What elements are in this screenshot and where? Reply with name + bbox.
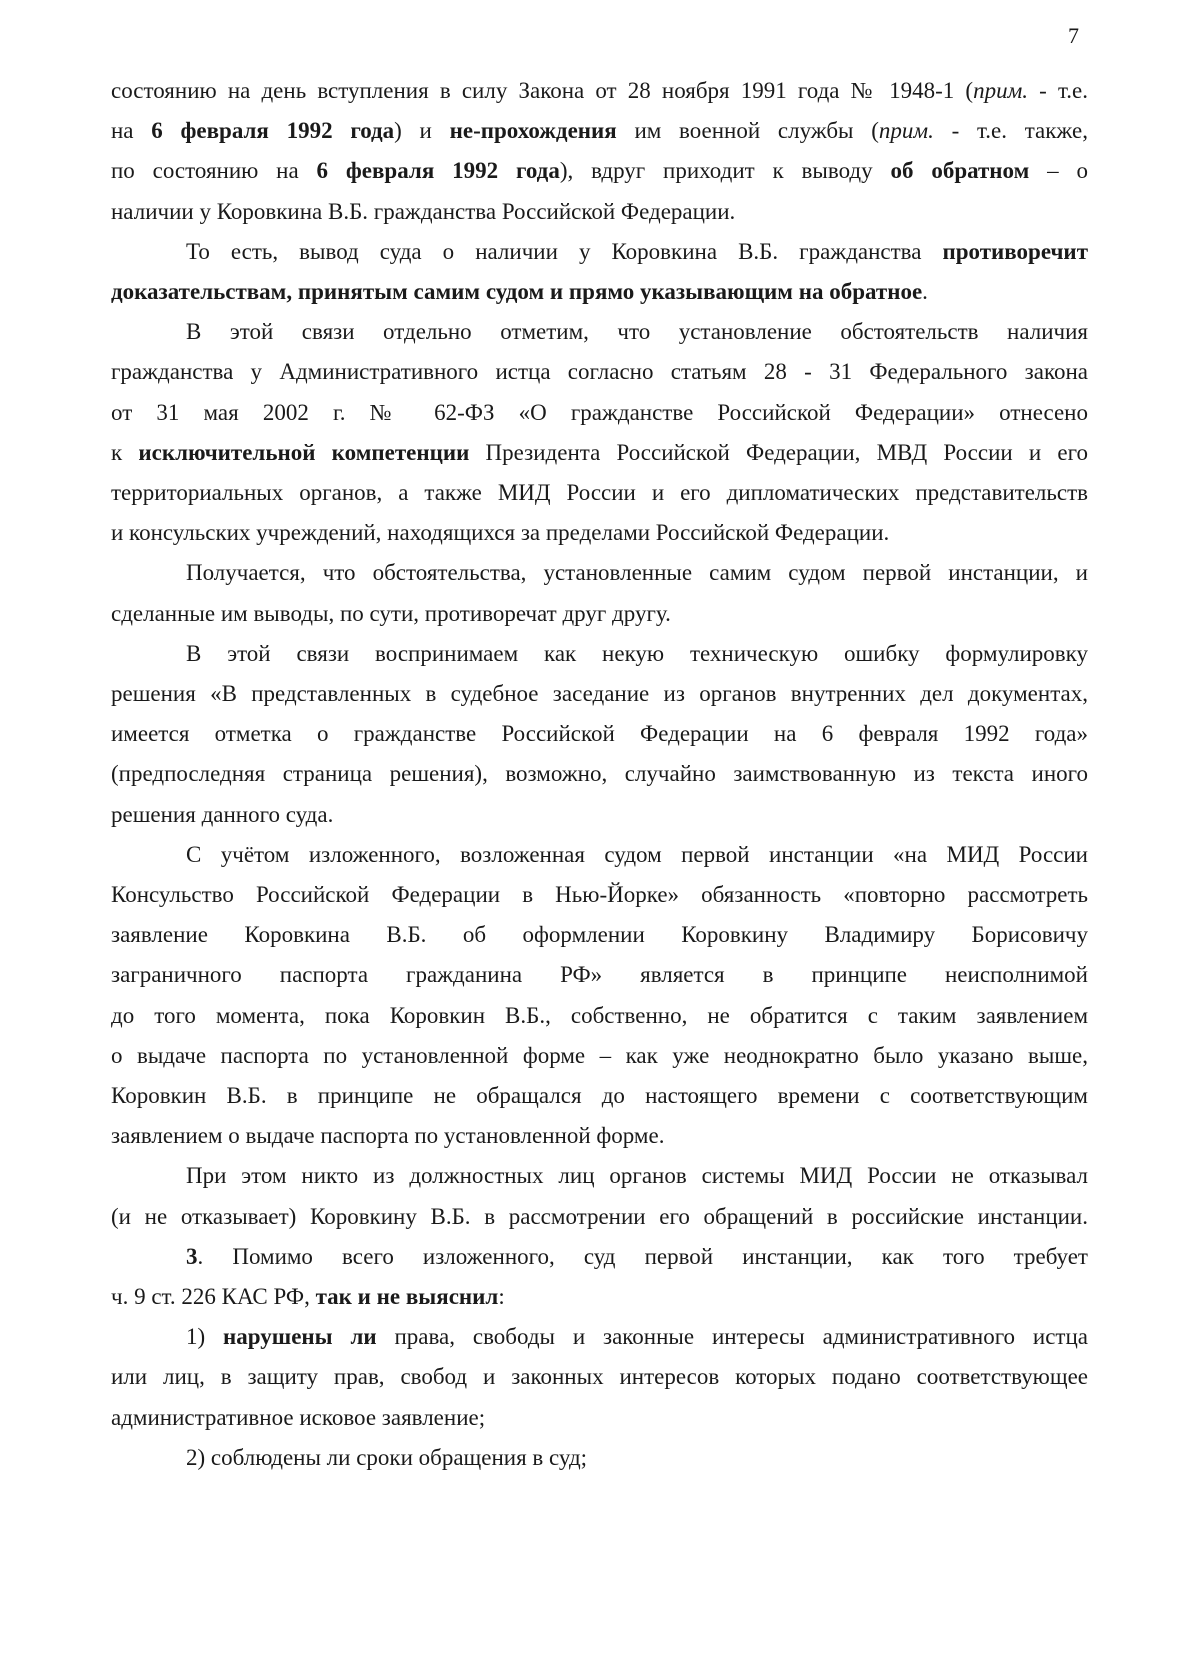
text-line — [111, 918, 1088, 952]
text-segment: наличии у Коровкина В.Б. гражданства Российской Федерации. — [111, 199, 736, 224]
text-segment: - т.е. — [1028, 78, 1088, 103]
text-segment: административное исковое заявление; — [111, 1405, 486, 1430]
bold-text: не-прохождения — [449, 118, 617, 143]
text-segment: 1) — [186, 1324, 224, 1349]
text-line — [111, 275, 928, 309]
text-line — [111, 74, 1088, 108]
text-line — [111, 396, 1088, 430]
text-segment: или лиц, в защиту прав, свобод и законных интересов которых подано соответствующее — [111, 1364, 1088, 1389]
text-line — [186, 838, 1088, 872]
text-segment: Коровкин В.Б. в принципе не обращался до настоящего времени с соответствующим — [111, 1083, 1088, 1108]
text-line — [186, 556, 1088, 590]
text-segment: В этой связи воспринимаем как некую техническую ошибку формулировку — [186, 641, 1088, 666]
text-line — [111, 798, 333, 832]
italic-text: прим. — [973, 78, 1029, 103]
bold-text: так и не выяснил — [315, 1284, 499, 1309]
text-segment: ч. 9 ст. 226 КАС РФ, — [111, 1284, 316, 1309]
text-segment: на — [111, 118, 152, 143]
text-segment: гражданства у Административного истца согласно статьям 28 - 31 Федерального закона — [111, 359, 1088, 384]
text-line — [111, 757, 1088, 791]
bold-text: 3 — [186, 1244, 198, 1269]
text-line — [111, 597, 671, 631]
bold-text: 6 февраля 1992 года — [316, 158, 560, 183]
text-line — [186, 1159, 1088, 1193]
text-line — [111, 999, 1088, 1033]
text-segment: То есть, вывод суда о наличии у Коровкина В.Б. гражданства — [186, 239, 943, 264]
text-line — [111, 436, 1088, 470]
text-segment: Консульство Российской Федерации в Нью-Йорке» обязанность «повторно рассмотреть — [111, 882, 1088, 907]
text-line — [111, 717, 1088, 751]
italic-text: прим. — [878, 118, 934, 143]
text-segment: 2) соблюдены ли сроки обращения в суд; — [186, 1445, 588, 1470]
text-segment: права, свободы и законные интересы административного истца — [376, 1324, 1088, 1349]
text-line — [186, 1320, 1088, 1354]
text-segment: . — [922, 279, 928, 304]
text-line — [111, 1119, 664, 1153]
text-line — [111, 1200, 1088, 1234]
text-segment: – о — [1029, 158, 1088, 183]
text-segment: им военной службы ( — [616, 118, 879, 143]
text-segment: Получается, что обстоятельства, установленные самим судом первой инстанции, и — [186, 560, 1088, 585]
text-segment: заграничного паспорта гражданина РФ» является в принципе неисполнимой — [111, 962, 1088, 987]
text-segment: состоянию на день вступления в силу Закона от 28 ноября 1991 года № 1948-1 ( — [111, 78, 974, 103]
text-segment: : — [498, 1284, 505, 1309]
text-segment: к — [111, 440, 139, 465]
text-line — [111, 677, 1088, 711]
text-segment: (и не отказывает) Коровкину В.Б. в рассмотрении его обращений в российские инстанции. — [111, 1204, 1088, 1229]
text-segment: решения данного суда. — [111, 802, 334, 827]
text-line — [111, 1360, 1088, 1394]
text-segment: заявлением о выдаче паспорта по установленной форме. — [111, 1123, 665, 1148]
page-number: 7 — [1068, 23, 1079, 48]
bold-text: доказательствам, принятым самим судом и прямо указывающим на обратное — [111, 279, 923, 304]
text-segment: решения «В представленных в судебное заседание из органов внутренних дел документах, — [111, 681, 1088, 706]
text-line — [186, 1441, 587, 1475]
text-segment: до того момента, пока Коровкин В.Б., собственно, не обратится с таким заявлением — [111, 1003, 1088, 1028]
text-line — [111, 1079, 1088, 1113]
text-segment: о выдаче паспорта по установленной форме – как уже неоднократно было указано выше, — [111, 1043, 1088, 1068]
text-segment: (предпоследняя страница решения), возможно, случайно заимствованную из текста иного — [111, 761, 1088, 786]
bold-text: нарушены ли — [223, 1324, 377, 1349]
text-segment: Президента Российской Федерации, МВД России и его — [469, 440, 1088, 465]
text-segment: от 31 мая 2002 г. № 62-ФЗ «О гражданстве Российской Федерации» отнесено — [111, 400, 1088, 425]
text-line — [186, 315, 1088, 349]
bold-text: 6 февраля 1992 года — [151, 118, 395, 143]
text-line — [111, 516, 889, 550]
text-segment: по состоянию на — [111, 158, 317, 183]
text-segment: При этом никто из должностных лиц органов системы МИД России не отказывал — [186, 1163, 1088, 1188]
text-line — [111, 1280, 505, 1314]
text-line — [111, 195, 735, 229]
text-line — [111, 154, 1088, 188]
text-segment: ), вдруг приходит к выводу — [559, 158, 891, 183]
text-line — [111, 1039, 1088, 1073]
text-segment: заявление Коровкина В.Б. об оформлении Коровкину Владимиру Борисовичу — [111, 922, 1088, 947]
text-segment: ) и — [394, 118, 450, 143]
text-line — [111, 1401, 485, 1435]
text-segment: В этой связи отдельно отметим, что установление обстоятельств наличия — [186, 319, 1088, 344]
text-segment: имеется отметка о гражданстве Российской Федерации на 6 февраля 1992 года» — [111, 721, 1088, 746]
text-segment: сделанные им выводы, по сути, противоречат друг другу. — [111, 601, 671, 626]
text-segment: С учётом изложенного, возложенная судом первой инстанции «на МИД России — [186, 842, 1088, 867]
text-line — [186, 637, 1088, 671]
text-line — [111, 355, 1088, 389]
text-segment: территориальных органов, а также МИД России и его дипломатических представительств — [111, 480, 1088, 505]
text-line — [111, 878, 1088, 912]
text-segment: - т.е. также, — [933, 118, 1088, 143]
text-line — [111, 114, 1088, 148]
text-segment: и консульских учреждений, находящихся за пределами Российской Федерации. — [111, 520, 890, 545]
text-line — [111, 476, 1088, 510]
bold-text: противоречит — [942, 239, 1088, 264]
text-line — [186, 1240, 1088, 1274]
text-line — [186, 235, 1088, 269]
bold-text: об обратном — [890, 158, 1030, 183]
text-line — [111, 958, 1088, 992]
bold-text: исключительной компетенции — [138, 440, 470, 465]
text-segment: . Помимо всего изложенного, суд первой инстанции, как того требует — [197, 1244, 1088, 1269]
